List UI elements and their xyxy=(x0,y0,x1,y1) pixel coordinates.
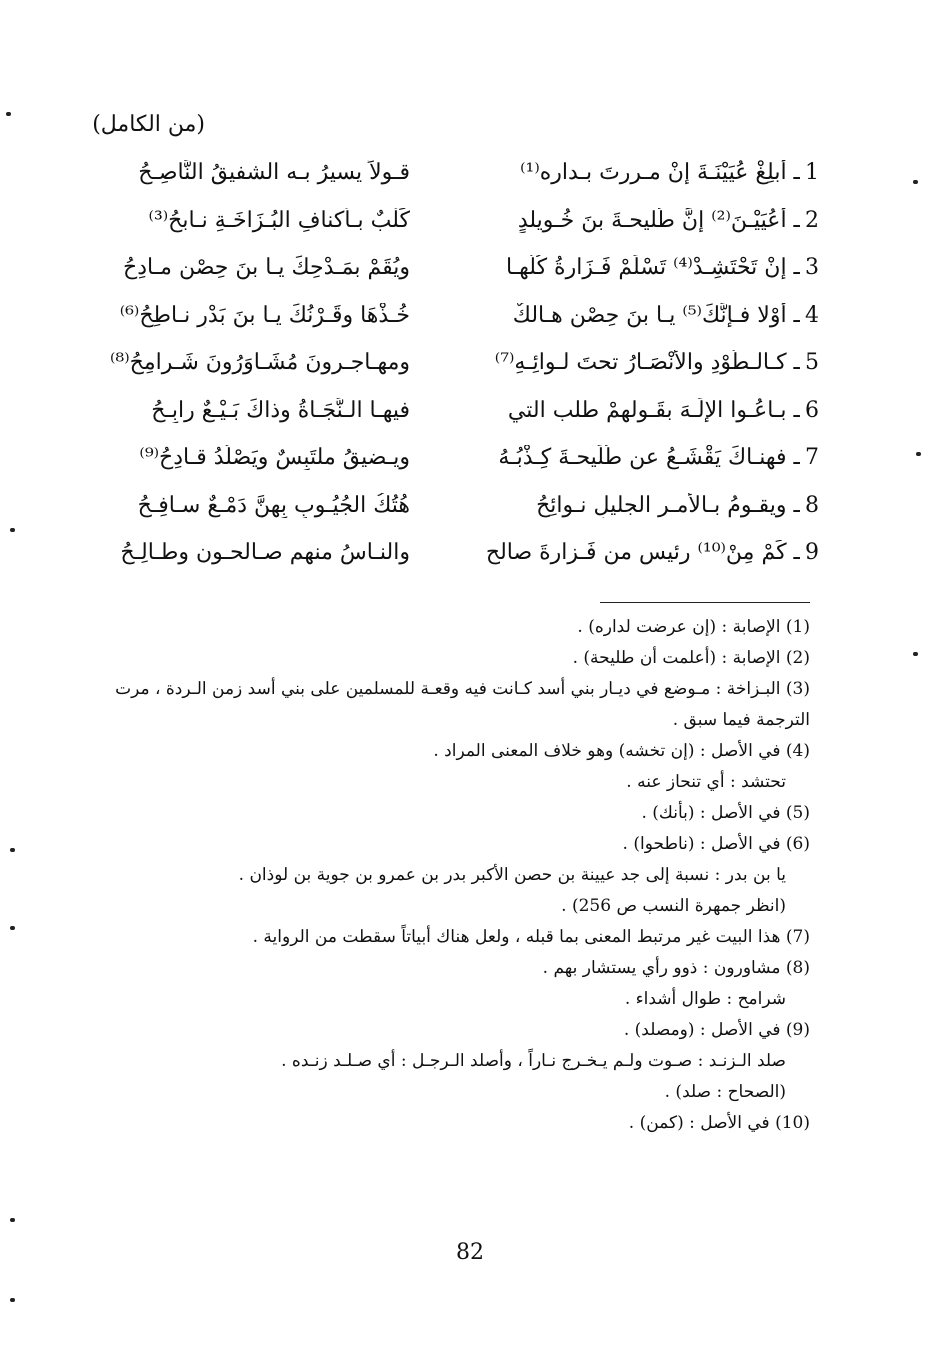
verse-number: 1 xyxy=(805,160,819,185)
margin-speck xyxy=(913,180,918,184)
verse-line xyxy=(0,303,940,351)
margin-speck xyxy=(10,1298,15,1302)
footnote: (6) في الأصل : (ناطحوا) . xyxy=(622,834,810,854)
page-number: 82 xyxy=(456,1240,484,1265)
footnote: (9) في الأصل : (ومصلد) . xyxy=(623,1020,810,1040)
footnote-separator xyxy=(600,602,810,603)
poem-meter-label: (من الكامل) xyxy=(92,112,205,137)
verse-line xyxy=(0,208,940,256)
footnote: (8) مشاورون : ذوو رأي يستشار بهم . xyxy=(542,958,810,978)
footnote: شرامح : طوال أشداء . xyxy=(624,989,786,1009)
verse-line xyxy=(0,540,940,588)
verse-first-hemistich: ـ أوْلا فـإنَّكَ⁽⁵⁾ يـا بنَ حِصْنٍ هـالكٌ xyxy=(512,302,800,328)
footnote: (7) هذا البيت غير مرتبط المعنى بما قبله ، ولعل هناك أبياتاً سقطت من الرواية . xyxy=(252,927,810,947)
verse-number: 4 xyxy=(805,302,819,328)
verse-first-hemistich: ـ فهنـاكَ يَقْشَـعُ عن طُلَيحـةَ كِـذْبُـهُ xyxy=(498,445,800,470)
verse-number: 2 xyxy=(805,207,819,233)
verse-line xyxy=(0,398,940,446)
verse-second-hemistich: كَلْبٌ بـأكنافِ البُـزَاخَـةِ نـابحُ⁽³⁾ xyxy=(148,207,410,233)
verse-first-hemistich: ـ كَمْ مِنْ⁽¹⁰⁾ رئيسٍ من فَـزارةَ صالحٍ xyxy=(485,540,800,565)
footnote: (انظر جمهرة النسب ص 256) . xyxy=(561,896,786,916)
verse-line xyxy=(0,445,940,493)
margin-speck xyxy=(913,652,918,656)
margin-speck xyxy=(10,528,15,532)
verse-number: 5 xyxy=(805,350,819,375)
verse-second-hemistich: هُتُكُ الجُيُـوبِ بِهِنَّ دَمْـعٌ سـافِـحُ xyxy=(137,492,410,518)
verse-number: 9 xyxy=(805,540,819,565)
verse-first-hemistich: ـ إنْ تَحْتَشِـدْ⁽⁴⁾ تَسْلَمْ فَـزَارةُ كُلُّهـا xyxy=(506,255,800,280)
footnote: (4) في الأصل : (إن تخشه) وهو خلاف المعنى المراد . xyxy=(433,741,810,761)
footnote: تحتشد : أي تنحاز عنه . xyxy=(626,772,786,792)
verse-first-hemistich: ـ ويقـومُ بـالأمـرِ الجليلِ نـوائِحُ xyxy=(536,492,800,518)
verse-second-hemistich: فيهـا الـنَّجَـاةُ وذاكَ بَـيْـعٌ رابِـحُ xyxy=(151,397,410,423)
margin-speck xyxy=(10,1218,15,1222)
verse-number: 6 xyxy=(805,397,819,423)
verse-second-hemistich: ومهـاجـرونَ مُشَـاوَرُونَ شَـرامِحُ⁽⁸⁾ xyxy=(110,350,410,375)
verse-line xyxy=(0,493,940,541)
footnote: يا بن بدر : نسبة إلى جد عيينة بن حصن الأكبر بدر بن عمرو بن جوية بن لوذان . xyxy=(238,865,786,885)
verse-number: 3 xyxy=(805,255,819,280)
verse-first-hemistich: ـ أعُيَيْـنَ⁽²⁾ إنَّ طُليحـةَ بنَ خُـويلدٍ xyxy=(517,207,800,233)
margin-speck xyxy=(10,848,15,852)
footnote: (1) الإصابة : (إن عرضت لداره) . xyxy=(577,617,810,637)
verse-number: 7 xyxy=(805,445,819,470)
verse-second-hemistich: والنـاسُ منهم صـالحـون وطـالِـحُ xyxy=(120,540,410,565)
verse-first-hemistich: ـ بـاعُـوا الإلَـهَ بقَـولهِمْ طلب التي xyxy=(507,397,800,423)
margin-speck xyxy=(10,926,15,930)
footnote: (2) الإصابة : (أعلمت أن طليحة) . xyxy=(572,648,810,668)
verse-first-hemistich: ـ أبلِغْ عُيَيْنَـةَ إنْ مـررتَ بـداره⁽¹⁾ xyxy=(520,160,800,185)
footnote: (10) في الأصل : (كمن) . xyxy=(628,1113,810,1133)
verse-number: 8 xyxy=(805,492,819,518)
margin-speck xyxy=(6,112,11,116)
verse-line xyxy=(0,160,940,208)
verse-first-hemistich: ـ كـالـطَّوْدِ والأنْصَـارُ تحتَ لـوائِـهِ⁽⁷⁾ xyxy=(494,350,800,375)
verse-second-hemistich: ويـضيقُ ملتَبِسٌ ويَصْلُدُ قـادِحُ⁽⁹⁾ xyxy=(139,445,410,470)
margin-speck xyxy=(916,452,921,456)
verse-line xyxy=(0,255,940,303)
footnotes xyxy=(80,612,810,1139)
footnote: صلد الـزنـد : صـوت ولـم يـخـرج نـاراً ، وأصلد الـرجـل : أي صـلـد زنـده . xyxy=(281,1051,786,1071)
verse-line xyxy=(0,350,940,398)
verse-second-hemistich: ويُقَمْ بمَـدْحِكَ يـا بنَ حِصْنٍ مـادِحُ xyxy=(123,255,410,280)
footnote: (الصحاح : صلد) . xyxy=(664,1082,786,1102)
footnote: (3) البـزاخة : مـوضع في ديـار بني أسد كـانت فيه وقعـة للمسلمين على بني أسد زمن الـردة ، مرت الترجمة فيما سبق . xyxy=(115,679,810,730)
verse-second-hemistich: قـولاً يسيرُ بـه الشفيقُ النَّاصِـحُ xyxy=(138,160,410,185)
footnote: (5) في الأصل : (بأنك) . xyxy=(641,803,810,823)
verse-second-hemistich: خُـذْهَا وقَـرْنُكَ يـا بنَ بَدْرٍ نـاطِحُ⁽⁶⁾ xyxy=(119,302,410,328)
